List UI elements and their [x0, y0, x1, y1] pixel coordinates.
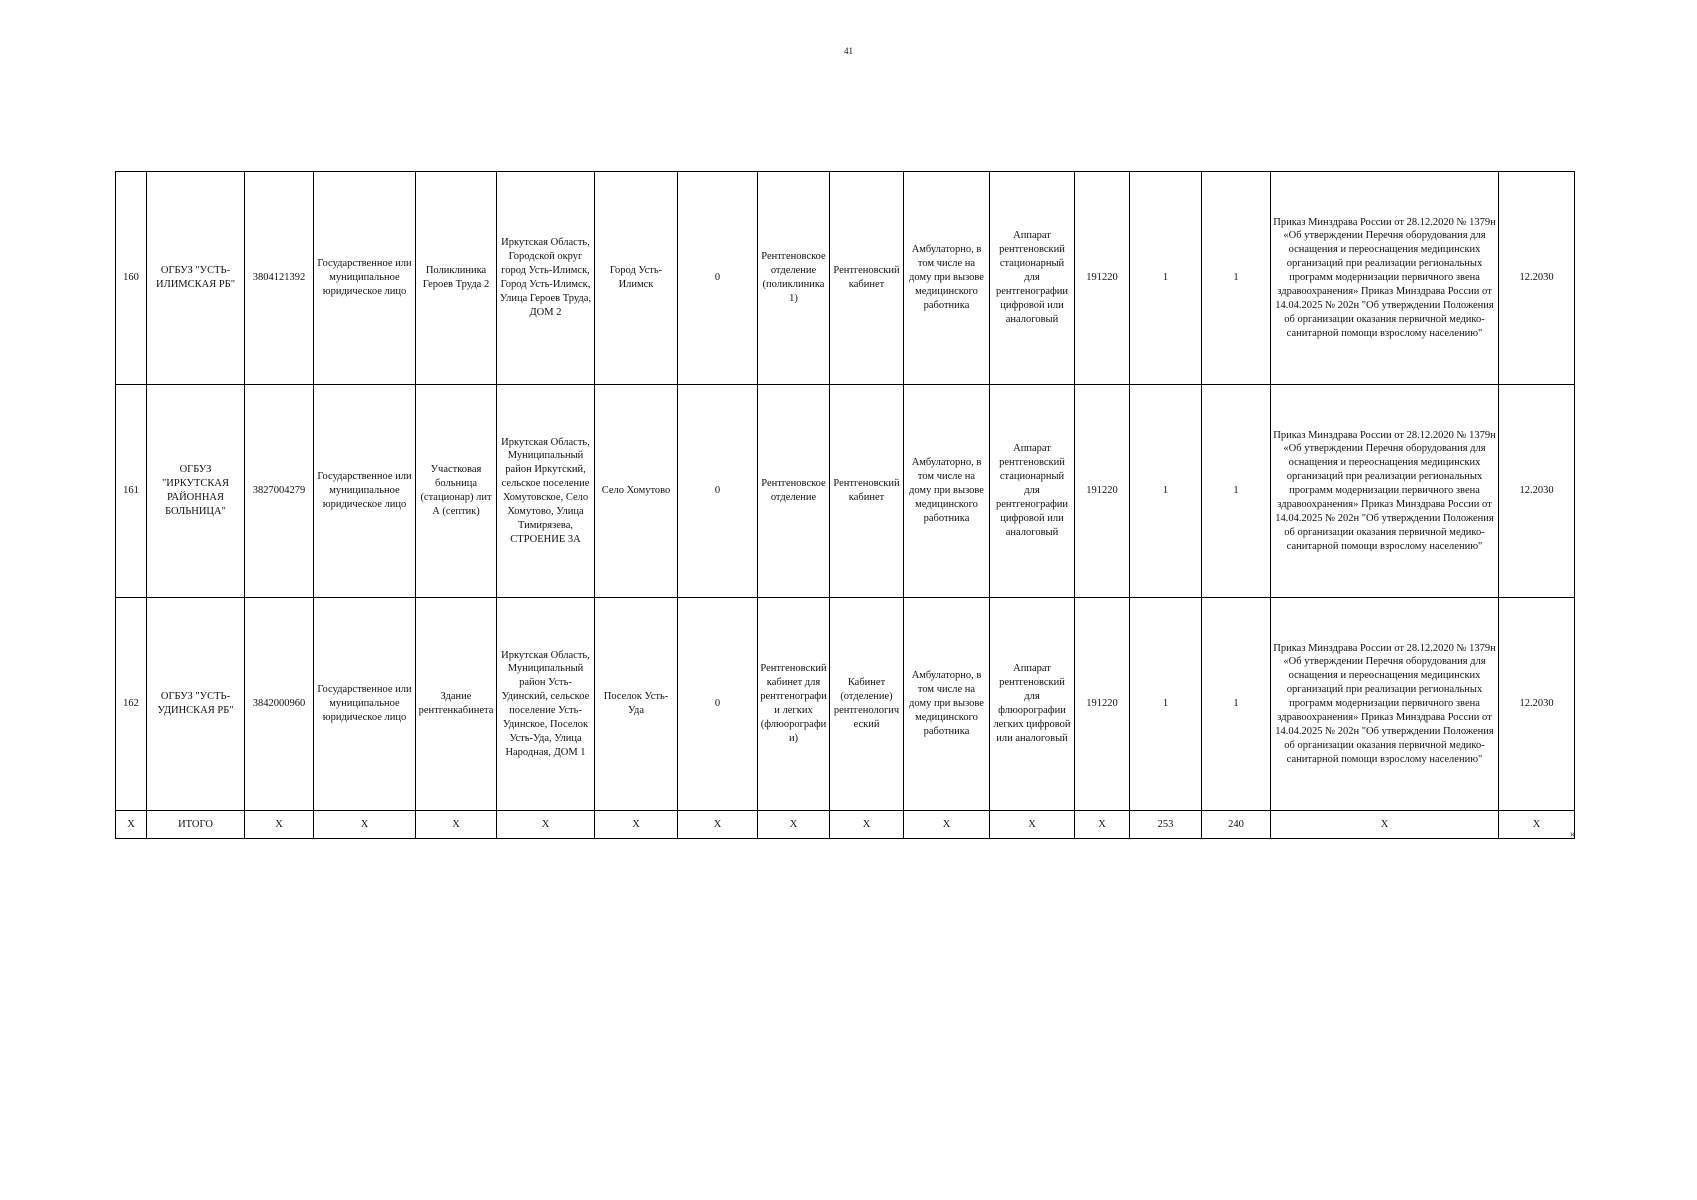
flag-value: 0	[678, 385, 758, 598]
legal-basis: Приказ Минздрава России от 28.12.2020 № 1379н «Об утверждении Перечня оборудования для оснащения и переоснащения медицинских организаций при реализации региональных программ модернизации первичного звена здравоохранения» Приказ Минздрава России от 14.04.2025 № 202н "Об утверждении Положения об организации оказания первичной медико-санитарной помощи взрослому населению"	[1271, 385, 1499, 598]
quantity-need: 1	[1130, 598, 1202, 811]
row-number: 162	[116, 598, 147, 811]
equipment-name: Аппарат рентгеновский стационарный для рентгенографии цифровой или аналоговый	[990, 385, 1075, 598]
locality: Село Хомутово	[595, 385, 678, 598]
building-name: Поликлиника Героев Труда 2	[416, 172, 497, 385]
organization-name: ОГБУЗ "УСТЬ-УДИНСКАЯ РБ"	[147, 598, 245, 811]
equipment-name: Аппарат рентгеновский для флюорографии легких цифровой или аналоговый	[990, 598, 1075, 811]
inn: 3842000960	[245, 598, 314, 811]
care-form: Амбулаторно, в том числе на дому при вызове медицинского работника	[904, 598, 990, 811]
locality: Город Усть-Илимск	[595, 172, 678, 385]
total-quantity-have: 240	[1202, 811, 1271, 839]
address: Иркутская Область, Муниципальный район Иркутский, сельское поселение Хомутовское, Село Хомутово, Улица Тимирязева, СТРОЕНИЕ 3А	[497, 385, 595, 598]
quantity-need: 1	[1130, 172, 1202, 385]
legal-basis: Приказ Минздрава России от 28.12.2020 № 1379н «Об утверждении Перечня оборудования для оснащения и переоснащения медицинских организаций при реализации региональных программ модернизации первичного звена здравоохранения» Приказ Минздрава России от 14.04.2025 № 202н "Об утверждении Положения об организации оказания первичной медико-санитарной помощи взрослому населению"	[1271, 598, 1499, 811]
total-code-cell: Х	[1075, 811, 1130, 839]
department: Рентгеновское отделение (поликлиника 1)	[758, 172, 830, 385]
cabinet: Рентгеновский кабинет	[830, 385, 904, 598]
page-number: 41	[844, 46, 853, 56]
equipment-name: Аппарат рентгеновский стационарный для рентгенографии цифровой или аналоговый	[990, 172, 1075, 385]
total-inn-cell: Х	[245, 811, 314, 839]
address: Иркутская Область, Городской округ город Усть-Илимск, Город Усть-Илимск, Улица Героев Труда, ДОМ 2	[497, 172, 595, 385]
locality: Поселок Усть-Уда	[595, 598, 678, 811]
total-number-cell: Х	[116, 811, 147, 839]
total-locality-cell: Х	[595, 811, 678, 839]
deadline-date: 12.2030	[1499, 385, 1575, 598]
table-row	[116, 598, 1575, 811]
inn: 3804121392	[245, 172, 314, 385]
equipment-table	[115, 171, 1575, 839]
row-number: 160	[116, 172, 147, 385]
cabinet: Кабинет (отделение) рентгенологический	[830, 598, 904, 811]
department: Рентгеновское отделение	[758, 385, 830, 598]
building-name: Здание рентгенкабинета	[416, 598, 497, 811]
quantity-have: 1	[1202, 598, 1271, 811]
legal-basis: Приказ Минздрава России от 28.12.2020 № 1379н «Об утверждении Перечня оборудования для оснащения и переоснащения медицинских организаций при реализации региональных программ модернизации первичного звена здравоохранения» Приказ Минздрава России от 14.04.2025 № 202н "Об утверждении Положения об организации оказания первичной медико-санитарной помощи взрослому населению"	[1271, 172, 1499, 385]
table-row	[116, 172, 1575, 385]
department: Рентгеновский кабинет для рентгенографии легких (флюорографии)	[758, 598, 830, 811]
total-care-form-cell: Х	[904, 811, 990, 839]
care-form: Амбулаторно, в том числе на дому при вызове медицинского работника	[904, 385, 990, 598]
total-cabinet-cell: Х	[830, 811, 904, 839]
quantity-need: 1	[1130, 385, 1202, 598]
ownership-type: Государственное или муниципальное юридическое лицо	[314, 598, 416, 811]
total-building-cell: Х	[416, 811, 497, 839]
flag-value: 0	[678, 598, 758, 811]
table-row	[116, 385, 1575, 598]
quantity-have: 1	[1202, 172, 1271, 385]
deadline-date: 12.2030	[1499, 598, 1575, 811]
organization-name: ОГБУЗ "УСТЬ-ИЛИМСКАЯ РБ"	[147, 172, 245, 385]
total-equipment-cell: Х	[990, 811, 1075, 839]
total-department-cell: Х	[758, 811, 830, 839]
equipment-code: 191220	[1075, 598, 1130, 811]
flag-value: 0	[678, 172, 758, 385]
organization-name: ОГБУЗ "ИРКУТСКАЯ РАЙОННАЯ БОЛЬНИЦА"	[147, 385, 245, 598]
deadline-date: 12.2030	[1499, 172, 1575, 385]
total-basis-cell: Х	[1271, 811, 1499, 839]
ownership-type: Государственное или муниципальное юридическое лицо	[314, 385, 416, 598]
total-quantity-need: 253	[1130, 811, 1202, 839]
care-form: Амбулаторно, в том числе на дому при вызове медицинского работника	[904, 172, 990, 385]
quantity-have: 1	[1202, 385, 1271, 598]
total-flag-cell: Х	[678, 811, 758, 839]
closing-quote: »	[1570, 828, 1576, 840]
building-name: Участковая больница (стационар) лит А (септик)	[416, 385, 497, 598]
equipment-code: 191220	[1075, 172, 1130, 385]
total-label: ИТОГО	[147, 811, 245, 839]
total-date-cell: Х	[1499, 811, 1575, 839]
total-address-cell: Х	[497, 811, 595, 839]
row-number: 161	[116, 385, 147, 598]
total-ownership-cell: Х	[314, 811, 416, 839]
inn: 3827004279	[245, 385, 314, 598]
address: Иркутская Область, Муниципальный район Усть-Удинский, сельское поселение Усть-Удинское, Поселок Усть-Уда, Улица Народная, ДОМ 1	[497, 598, 595, 811]
equipment-code: 191220	[1075, 385, 1130, 598]
ownership-type: Государственное или муниципальное юридическое лицо	[314, 172, 416, 385]
total-row	[116, 811, 1575, 839]
cabinet: Рентгеновский кабинет	[830, 172, 904, 385]
